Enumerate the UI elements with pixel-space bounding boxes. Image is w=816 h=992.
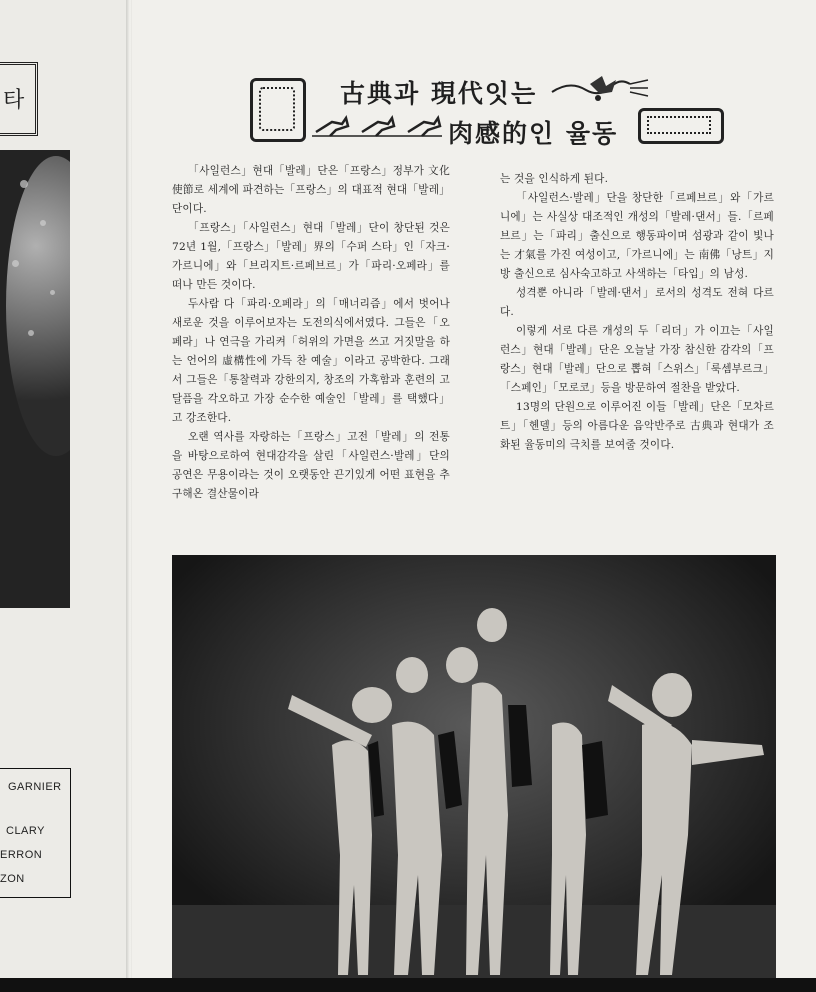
- paragraph: 오랜 역사를 자랑하는「프랑스」고전「발레」의 전통을 바탕으로하여 현대감각을 살린「사일런스·발레」단의 공연은 무용이라는 것이 오랫동안 끈기있게 어떤 표현을 추구해온 결산물이라: [172, 431, 450, 500]
- credit-line: ERRON: [0, 849, 43, 861]
- horses-ornament-icon: [312, 114, 442, 138]
- credit-line: CLARY: [6, 825, 45, 837]
- credit-line: GARNIER: [8, 781, 62, 793]
- paragraph: 성격뿐 아니라「발레·댄서」로서의 성격도 전혀 다르다.: [500, 287, 774, 318]
- bottom-shadow: [0, 978, 816, 992]
- paragraph: 13명의 단원으로 이루어진 이들「발레」단은「모차르트」「헨델」등의 아름다운 음악반주로 古典과 현대가 조화된 율동미의 극치를 보여줄 것이다.: [500, 401, 774, 451]
- credit-line: ZON: [0, 873, 25, 885]
- right-page: [132, 0, 816, 992]
- left-page-photo: [0, 150, 70, 608]
- ornamental-frame: [0, 62, 38, 136]
- ornament-left-icon: [250, 78, 306, 142]
- paragraph: 이렇게 서로 다른 개성의 두「리더」가 이끄는「사일런스」현대「발레」단은 오늘날 가장 참신한 감각의「프랑스」현대「발레」단으로 뽑혀「스위스」「룩셈부르크」「스페인」「모로코」등을 방문하여 절찬을 받았다.: [500, 325, 774, 394]
- title-line-1: 古典과 現代잇는: [340, 79, 538, 108]
- paragraph: 두사람 다「파리·오페라」의「매너리즘」에서 벗어나 새로운 것을 이루어보자는 도전의식에서였다. 그들은「오페라」나 연극을 가리켜「허위의 가면을 쓰고 거짓말을 하는 언어의 虛構性에 가득 찬 예술」이라고 공박한다. 그래서 그들은「통찰력과 강한의지, 창조의 가혹함과 훈련의 고달픔을 각오하고 가장 순수한 예술인「발레」를 택했다」고 강조한다.: [172, 298, 450, 424]
- credits-box: [0, 768, 71, 898]
- ornament-right-icon: [638, 108, 724, 144]
- paragraph: 는 것을 인식하게 된다.: [500, 173, 609, 185]
- title-line-2: 肉感的인 율동: [448, 119, 619, 148]
- paragraph: 「프랑스」「사일런스」현대「발레」단이 창단된 것은 72년 1월,「프랑스」「발레」界의「수퍼 스타」인「자크·가르니에」와「브리지트·르페브르」가「파리·오페라」를 떠나 만든 것이다.: [172, 222, 450, 291]
- ballet-photo: [172, 555, 776, 980]
- paragraph: 「사일런스·발레」단을 창단한「르페브르」와「가르니에」는 사실상 대조적인 개성의「발레·댄서」들.「르페브르」는「파리」출신으로 행동파이며 섬광과 같이 빛나는 才氣를 가진 여성이고,「가르니에」는 南佛「낭트」지방 출신으로 심사숙고하고 사색하는「타입」의 남성.: [500, 192, 774, 280]
- text-column-right: [500, 170, 774, 455]
- bird-ornament-icon: [550, 74, 650, 108]
- title-fragment: 타: [3, 88, 25, 113]
- text-column-left: [172, 162, 450, 504]
- title-block: [250, 70, 720, 150]
- left-page-fragment: [0, 0, 128, 992]
- paragraph: 「사일런스」현대「발레」단은「프랑스」정부가 文化使節로 세계에 파견하는「프랑스」의 대표적 현대「발레」단이다.: [172, 165, 450, 215]
